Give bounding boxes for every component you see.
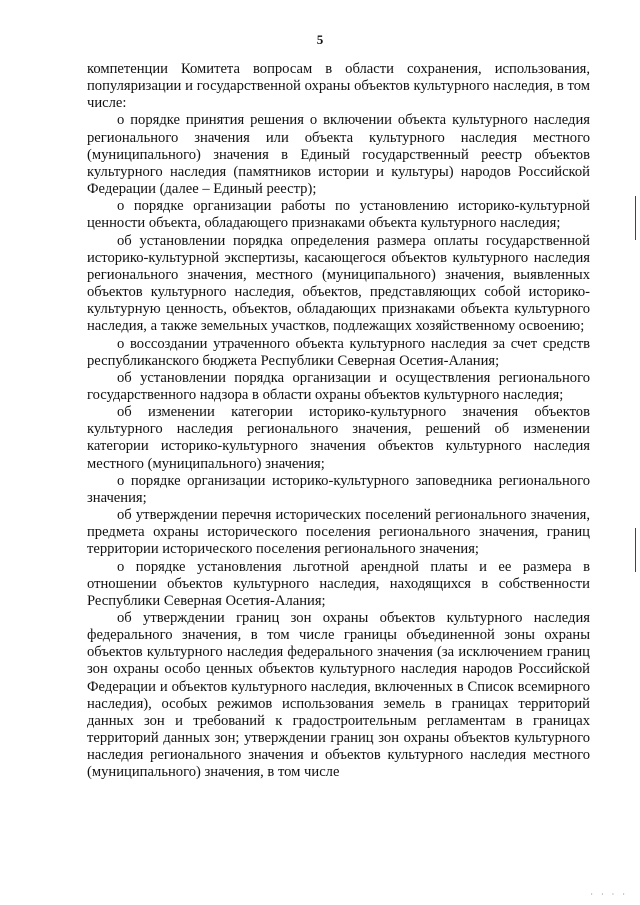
paragraph-reserve-organization: о порядке организации историко-культурного заповедника регионального значения;	[87, 472, 590, 506]
paragraph-preferential-rent: о порядке установления льготной арендной платы и ее размера в отношении объектов культурного наследия, находящихся в собственности Республики Северная Осетия-Алания;	[87, 558, 590, 609]
paragraph-historical-value: о порядке организации работы по установлению историко-культурной ценности объекта, обладающего признаками объекта культурного наследия;	[87, 198, 590, 232]
paragraph-expertise-payment: об установлении порядка определения размера оплаты государственной историко-культурной экспертизы, касающегося объектов культурного наследия регионального значения, местного (муниципального) значения, выявленных объектов культурного наследия, объектов, представляющих собой историко-культурную ценность, объектов, обладающих признаками объекта культурного наследия, а также земельных участков, подлежащих хозяйственному освоению;	[87, 232, 590, 335]
paragraph-category-change: об изменении категории историко-культурного значения объектов культурного наследия регионального значения, решений об изменении категории историко-культурного значения объектов культурного наследия местного (муниципального) значения;	[87, 404, 590, 472]
paragraph-historical-settlements: об утверждении перечня исторических поселений регионального значения, предмета охраны исторического поселения регионального значения, границ территории исторического поселения регионального значения;	[87, 507, 590, 558]
scan-edge-mark	[635, 196, 636, 240]
paragraph-protection-zones: об утверждении границ зон охраны объектов культурного наследия федерального значения, в том числе границы объединенной зоны охраны объектов культурного наследия федерального значения (за исключением границ зон охраны особо ценных объектов культурного наследия народов Российской Федерации и объектов культурного наследия, включенных в Список всемирного наследия), особых режимов использования земель в границах территорий данных зон и требований к градостроительным регламентам в границах территорий данных зон; утверждении границ зон охраны объектов культурного наследия регионального значения и объектов культурного наследия местного (муниципального) значения, в том числе	[87, 610, 590, 781]
scan-artifact-dots: · · · ·	[590, 890, 628, 899]
scan-edge-mark	[635, 528, 636, 572]
page-number: 5	[316, 32, 324, 47]
body-text	[87, 61, 590, 782]
paragraph-register-inclusion: о порядке принятия решения о включении объекта культурного наследия регионального значения или объекта культурного наследия местного (муниципального) значения в Единый государственный реестр объектов культурного наследия (памятников истории и культуры) народов Российской Федерации (далее – Единый реестр);	[87, 112, 590, 198]
paragraph-reconstruction: о воссоздании утраченного объекта культурного наследия за счет средств республиканского бюджета Республики Северная Осетия-Алания;	[87, 335, 590, 369]
paragraph-supervision: об установлении порядка организации и осуществления регионального государственного надзора в области охраны объектов культурного наследия;	[87, 369, 590, 403]
paragraph-competence-intro: компетенции Комитета вопросам в области сохранения, использования, популяризации и государственной охраны объектов культурного наследия, в том числе:	[87, 61, 590, 112]
